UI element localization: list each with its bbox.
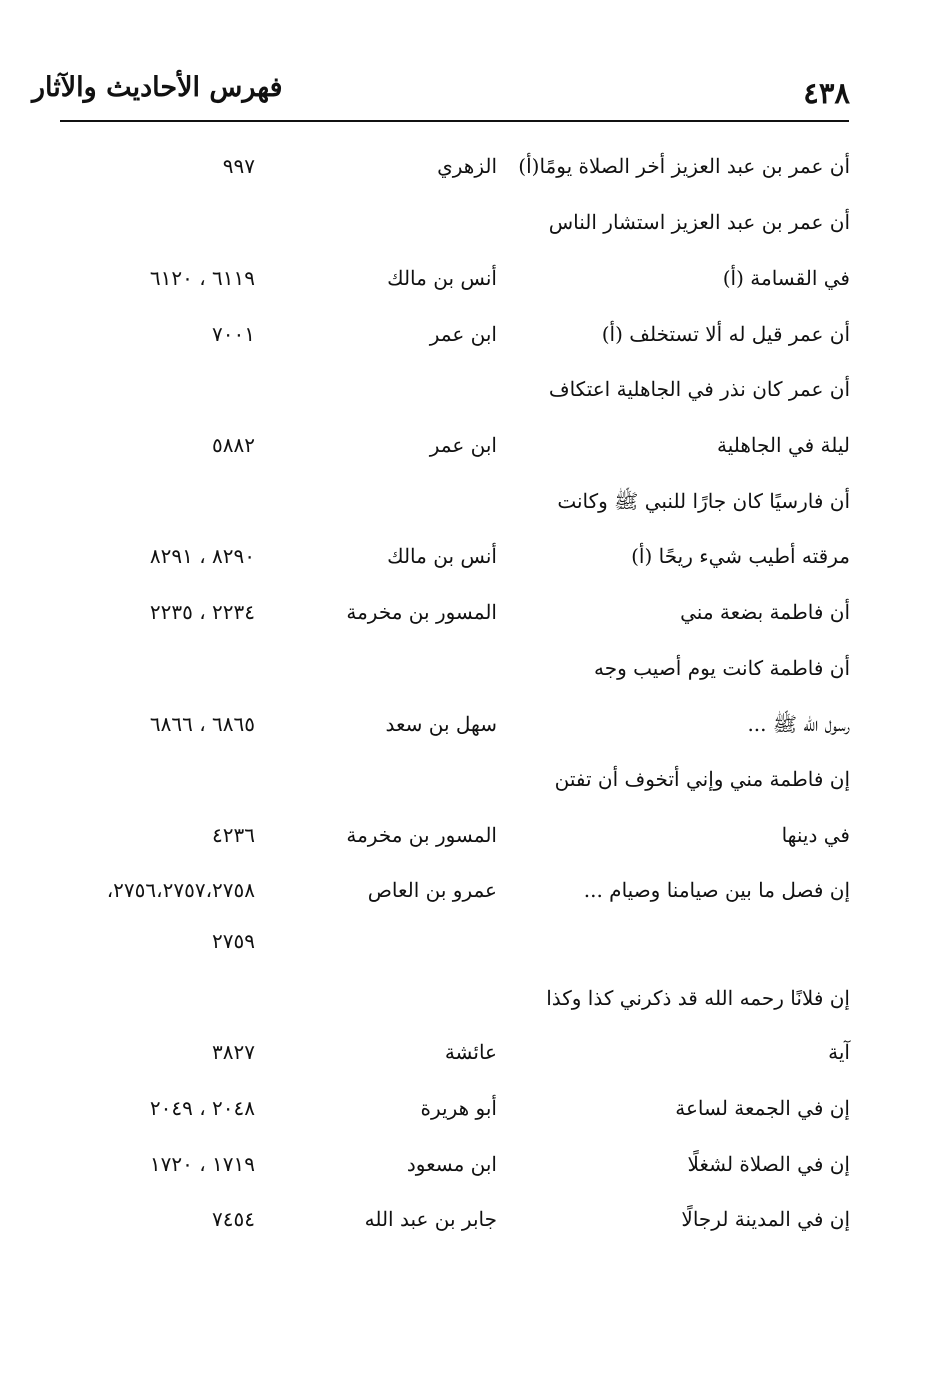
index-row	[30, 874, 850, 914]
hadith-numbers: ٢٠٤٨ ، ٢٠٤٩	[149, 1096, 255, 1120]
narrator: ابن مسعود	[406, 1152, 497, 1176]
narrator: جابر بن عبد الله	[364, 1207, 497, 1231]
hadith-text: إن فاطمة مني وإني أتخوف أن تفتن	[554, 767, 850, 791]
hadith-numbers: ٨٢٩٠ ، ٨٢٩١	[149, 544, 255, 568]
narrator: أبو هريرة	[420, 1096, 497, 1120]
index-row	[30, 1203, 850, 1243]
hadith-text: إن فلانًا رحمه الله قد ذكرني كذا وكذا	[546, 986, 850, 1010]
hadith-text: أن فاطمة بضعة مني	[680, 600, 850, 624]
index-row	[30, 1092, 850, 1132]
hadith-numbers: ١٧١٩ ، ١٧٢٠	[149, 1152, 255, 1176]
hadith-text: ليلة في الجاهلية	[717, 433, 850, 457]
hadith-numbers: ٧٠٠١	[212, 322, 255, 346]
narrator: ابن عمر	[429, 433, 497, 457]
header-rule	[60, 120, 849, 122]
index-row	[30, 318, 850, 358]
index-row	[30, 982, 850, 1022]
index-row	[30, 485, 850, 525]
hadith-text: إن في الصلاة لشغلًا	[687, 1152, 850, 1176]
narrator: ابن عمر	[429, 322, 497, 346]
narrator: المسور بن مخرمة	[346, 823, 497, 847]
hadith-text: في القسامة (أ)	[722, 266, 850, 290]
hadith-numbers: ٧٤٥٤	[212, 1207, 255, 1231]
hadith-numbers: ٣٨٢٧	[212, 1040, 255, 1064]
hadith-numbers: ٢٧٥٩	[212, 929, 255, 953]
narrator: سهل بن سعد	[385, 712, 497, 736]
index-row	[30, 763, 850, 803]
page-number: ٤٣٨	[803, 76, 850, 110]
index-row	[30, 925, 850, 965]
narrator: أنس بن مالك	[387, 544, 497, 568]
hadith-text: إن فصل ما بين صيامنا وصيام ...	[583, 878, 850, 902]
hadith-numbers: ٦٨٦٥ ، ٦٨٦٦	[149, 712, 255, 736]
narrator: عائشة	[444, 1040, 497, 1064]
narrator: المسور بن مخرمة	[346, 600, 497, 624]
index-row	[30, 262, 850, 302]
hadith-numbers: ٢٢٣٤ ، ٢٢٣٥	[149, 600, 255, 624]
index-row	[30, 819, 850, 859]
narrator: أنس بن مالك	[387, 266, 497, 290]
hadith-text: أن عمر بن عبد العزيز استشار الناس	[548, 210, 850, 234]
index-row	[30, 373, 850, 413]
index-row	[30, 206, 850, 246]
index-row	[30, 150, 850, 190]
hadith-numbers: ٢٧٥٦،٢٧٥٧،٢٧٥٨،	[106, 878, 255, 902]
hadith-text: أن فاطمة كانت يوم أصيب وجه	[594, 656, 850, 680]
hadith-numbers: ٩٩٧	[222, 154, 255, 178]
hadith-text: أن عمر بن عبد العزيز أخر الصلاة يومًا(أ)	[518, 154, 850, 178]
index-row	[30, 429, 850, 469]
hadith-text: أن فارسيًا كان جارًا للنبي ﷺ وكانت	[557, 489, 850, 513]
hadith-numbers: ٤٢٣٦	[212, 823, 255, 847]
hadith-numbers: ٦١١٩ ، ٦١٢٠	[149, 266, 255, 290]
index-row	[30, 596, 850, 636]
page-title: فهرس الأحاديث والآثار	[32, 72, 283, 103]
hadith-text: إن في المدينة لرجالًا	[681, 1207, 850, 1231]
index-row	[30, 1148, 850, 1188]
index-row	[30, 540, 850, 580]
hadith-text: إن في الجمعة لساعة	[675, 1096, 850, 1120]
hadith-text: آية	[828, 1040, 850, 1064]
index-row	[30, 652, 850, 692]
hadith-text: في دينها	[781, 823, 850, 847]
index-row	[30, 708, 850, 748]
hadith-text: أن عمر كان نذر في الجاهلية اعتكاف	[548, 377, 850, 401]
index-row	[30, 1036, 850, 1076]
hadith-text: رسول الله ﷺ ...	[747, 712, 850, 736]
narrator: عمرو بن العاص	[367, 878, 497, 902]
narrator: الزهري	[437, 154, 497, 178]
hadith-numbers: ٥٨٨٢	[212, 433, 255, 457]
hadith-text: أن عمر قيل له ألا تستخلف (أ)	[601, 322, 850, 346]
hadith-text: مرقته أطيب شيء ريحًا (أ)	[631, 544, 850, 568]
